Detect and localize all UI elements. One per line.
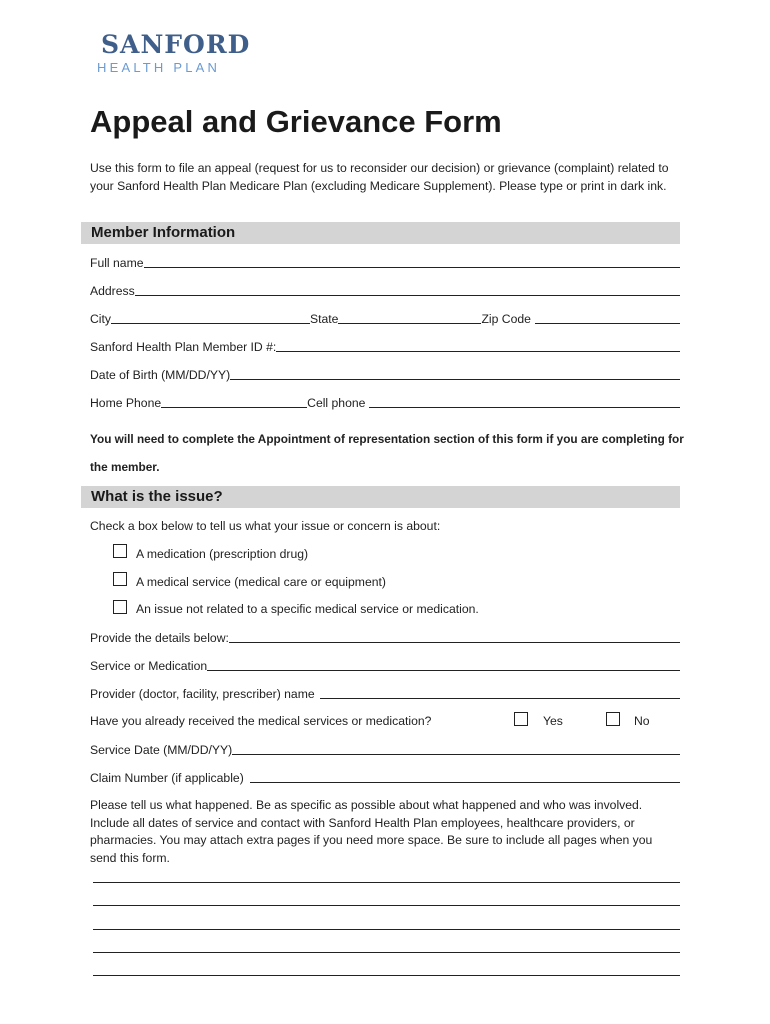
service-med-label: Service or Medication — [90, 659, 208, 673]
state-label: State — [310, 312, 339, 326]
address-row — [90, 282, 680, 298]
city-label: City — [90, 312, 111, 326]
details-row — [90, 629, 680, 645]
page-title: Appeal and Grievance Form — [90, 104, 502, 139]
other-issue-option-label: An issue not related to a specific medical service or medication. — [136, 602, 479, 616]
service-med-field[interactable] — [207, 670, 680, 671]
service-date-row — [90, 741, 680, 757]
home-phone-field[interactable] — [161, 407, 307, 408]
what-happened-line[interactable] — [93, 882, 680, 883]
provider-field[interactable] — [320, 698, 680, 699]
phone-row — [90, 394, 680, 410]
claim-number-field[interactable] — [250, 782, 680, 783]
full-name-label: Full name — [90, 256, 144, 270]
provider-row — [90, 685, 680, 701]
received-question: Have you already received the medical services or medication? — [90, 714, 432, 728]
cell-phone-label: Cell phone — [307, 396, 366, 410]
received-no-checkbox[interactable] — [606, 712, 620, 726]
zip-label: Zip Code — [481, 312, 531, 326]
full-name-row — [90, 254, 680, 270]
details-label: Provide the details below: — [90, 631, 229, 645]
issue-instruction: Check a box below to tell us what your issue or concern is about: — [90, 519, 441, 533]
issue-section-heading: What is the issue? — [91, 488, 223, 505]
service-date-field[interactable] — [232, 754, 680, 755]
full-name-field[interactable] — [144, 267, 680, 268]
dob-field[interactable] — [230, 379, 680, 380]
service-med-row — [90, 657, 680, 673]
member-id-row — [90, 338, 680, 354]
details-field[interactable] — [229, 642, 680, 643]
city-state-zip-row — [90, 310, 680, 326]
what-happened-line[interactable] — [93, 975, 680, 976]
medical-service-checkbox[interactable] — [113, 572, 127, 586]
other-issue-checkbox[interactable] — [113, 600, 127, 614]
service-date-label: Service Date (MM/DD/YY) — [90, 743, 233, 757]
cell-phone-field[interactable] — [369, 407, 680, 408]
member-id-label: Sanford Health Plan Member ID #: — [90, 340, 277, 354]
received-no-label: No — [634, 714, 650, 728]
claim-number-label: Claim Number (if applicable) — [90, 771, 244, 785]
medication-option-label: A medication (prescription drug) — [136, 547, 309, 561]
dob-row — [90, 366, 680, 382]
member-section-heading: Member Information — [91, 224, 236, 241]
provider-label: Provider (doctor, facility, prescriber) name — [90, 687, 315, 701]
zip-field[interactable] — [535, 323, 680, 324]
logo-subtitle: HEALTH PLAN — [97, 60, 221, 75]
state-field[interactable] — [338, 323, 481, 324]
medication-checkbox[interactable] — [113, 544, 127, 558]
medical-service-option-label: A medical service (medical care or equipment) — [136, 575, 386, 589]
address-field[interactable] — [135, 295, 680, 296]
what-happened-instructions: Please tell us what happened. Be as specific as possible about what happened and who was involved. Include all dates of service and contact with Sanford Health Plan employees, healthcare providers, or pharmacies. You may attach extra pages if you need more space. Be sure to include all pages when you send this form. — [90, 798, 653, 865]
member-id-field[interactable] — [276, 351, 680, 352]
representation-note: You will need to complete the Appointment of representation section of this form if you are completing for the member. — [90, 432, 684, 474]
what-happened-line[interactable] — [93, 929, 680, 930]
received-yes-label: Yes — [543, 714, 563, 728]
home-phone-label: Home Phone — [90, 396, 162, 410]
address-label: Address — [90, 284, 135, 298]
city-field[interactable] — [111, 323, 310, 324]
received-yes-checkbox[interactable] — [514, 712, 528, 726]
claim-number-row — [90, 769, 680, 785]
what-happened-line[interactable] — [93, 952, 680, 953]
what-happened-line[interactable] — [93, 905, 680, 906]
logo-wordmark: SANFORD — [101, 30, 251, 59]
intro-text: Use this form to file an appeal (request for us to reconsider our decision) or grievance (complaint) related to your Sanford Health Plan Medicare Plan (excluding Medicare Supplement). Please type or print in dark ink. — [90, 161, 669, 193]
dob-label: Date of Birth (MM/DD/YY) — [90, 368, 231, 382]
